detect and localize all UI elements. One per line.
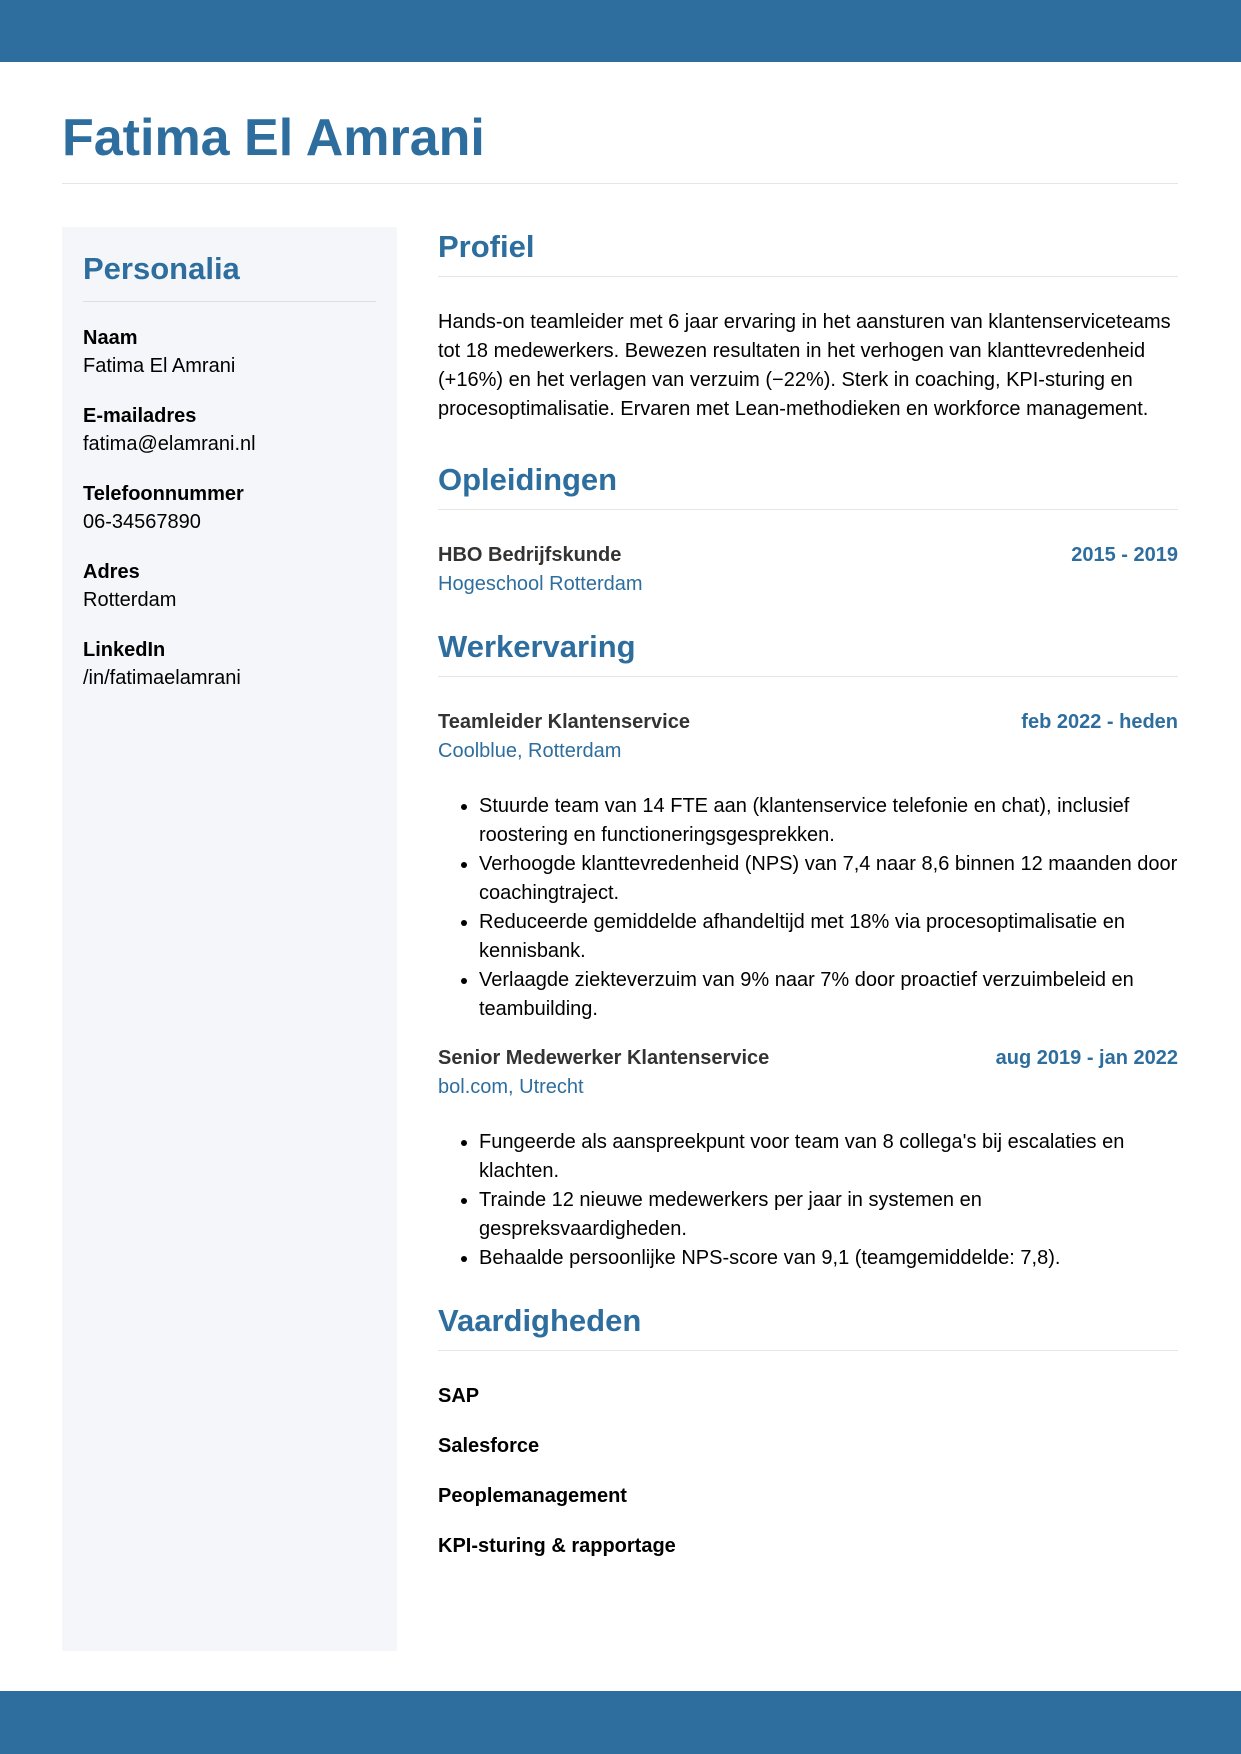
experience-section (438, 622, 1178, 1273)
section-title-education: Opleidingen (438, 462, 618, 497)
personal-label: Naam (83, 327, 138, 349)
personal-item-name (83, 324, 376, 380)
education-section (438, 455, 1178, 599)
name-divider (62, 183, 1178, 184)
job-company: Coolblue, Rotterdam (438, 740, 622, 762)
education-school: Hogeschool Rotterdam (438, 573, 643, 595)
sidebar-divider (83, 301, 376, 302)
personal-label: Telefoonnummer (83, 483, 244, 505)
phone-value: 06-34567890 (83, 511, 201, 533)
section-divider (438, 276, 1178, 277)
list-item: • Fungeerde als aanspreekpunt voor team van 8 collega's bij escalaties en klachten. (479, 1128, 1178, 1186)
personal-info-sidebar (62, 227, 397, 1651)
experience-entry (438, 1044, 1178, 1273)
address-value: Rotterdam (83, 589, 177, 611)
job-period: aug 2019 - jan 2022 (995, 1047, 1178, 1069)
personal-label: LinkedIn (83, 639, 166, 661)
list-item: • Behaalde persoonlijke NPS-score van 9,1 (teamgemiddelde: 7,8). (479, 1244, 1178, 1273)
job-role: Teamleider Klantenservice (438, 711, 690, 733)
main-content (438, 222, 1178, 1560)
job-role: Senior Medewerker Klantenservice (438, 1047, 770, 1069)
section-divider (438, 509, 1178, 510)
personal-label: E-mailadres (83, 405, 197, 427)
skill-item: Peoplemanagement (438, 1485, 627, 1507)
education-period: 2015 - 2019 (1071, 544, 1178, 566)
section-divider (438, 1350, 1178, 1351)
experience-entry (438, 708, 1178, 1024)
job-period: feb 2022 - heden (1021, 711, 1178, 733)
profile-section (438, 222, 1178, 424)
section-title-experience: Werkervaring (438, 629, 636, 664)
skills-list (438, 1382, 1178, 1560)
list-item: • Stuurde team van 14 FTE aan (klantenservice telefonie en chat), inclusief roostering en functioneringsgesprekken. (479, 792, 1178, 850)
bottom-banner (0, 1691, 1241, 1754)
personal-label: Adres (83, 561, 140, 583)
personal-item-phone (83, 480, 376, 536)
list-item: • Trainde 12 nieuwe medewerkers per jaar in systemen en gespreksvaardigheden. (479, 1186, 1178, 1244)
list-item: • Verhoogde klanttevredenheid (NPS) van 7,4 naar 8,6 binnen 12 maanden door coachingtraject. (479, 850, 1178, 908)
linkedin-value[interactable]: /in/fatimaelamrani (83, 667, 241, 689)
list-item: • Reduceerde gemiddelde afhandeltijd met 18% via procesoptimalisatie en kennisbank. (479, 908, 1178, 966)
section-divider (438, 676, 1178, 677)
sidebar-title: Personalia (83, 251, 240, 286)
education-degree: HBO Bedrijfskunde (438, 544, 622, 566)
email-value[interactable]: fatima@elamrani.nl (83, 433, 256, 455)
skills-section (438, 1296, 1178, 1560)
section-title-profile: Profiel (438, 229, 535, 264)
list-item: • Verlaagde ziekteverzuim van 9% naar 7% door proactief verzuimbeleid en teambuilding. (479, 966, 1178, 1024)
education-entry (438, 541, 1178, 599)
job-bullets (438, 792, 1178, 1024)
personal-item-email (83, 402, 376, 458)
skill-item: SAP (438, 1385, 480, 1407)
personal-value: Fatima El Amrani (83, 355, 236, 377)
profile-text: Hands-on teamleider met 6 jaar ervaring in het aansturen van klantenserviceteams tot 18 medewerkers. Bewezen resultaten in het verhogen van klanttevredenheid (+16%) en het verlagen van verzuim (−22%). Sterk in coaching, KPI-sturing en procesoptimalisatie. Ervaren met Lean-methodieken en workforce management. (438, 311, 1171, 420)
top-banner (0, 0, 1241, 62)
skill-item: Salesforce (438, 1435, 540, 1457)
section-title-skills: Vaardigheden (438, 1303, 642, 1338)
skill-item: KPI-sturing & rapportage (438, 1535, 676, 1557)
candidate-name: Fatima El Amrani (62, 109, 485, 167)
personal-item-address (83, 558, 376, 614)
job-bullets (438, 1128, 1178, 1273)
personal-item-linkedin (83, 636, 376, 692)
job-company: bol.com, Utrecht (438, 1076, 584, 1098)
